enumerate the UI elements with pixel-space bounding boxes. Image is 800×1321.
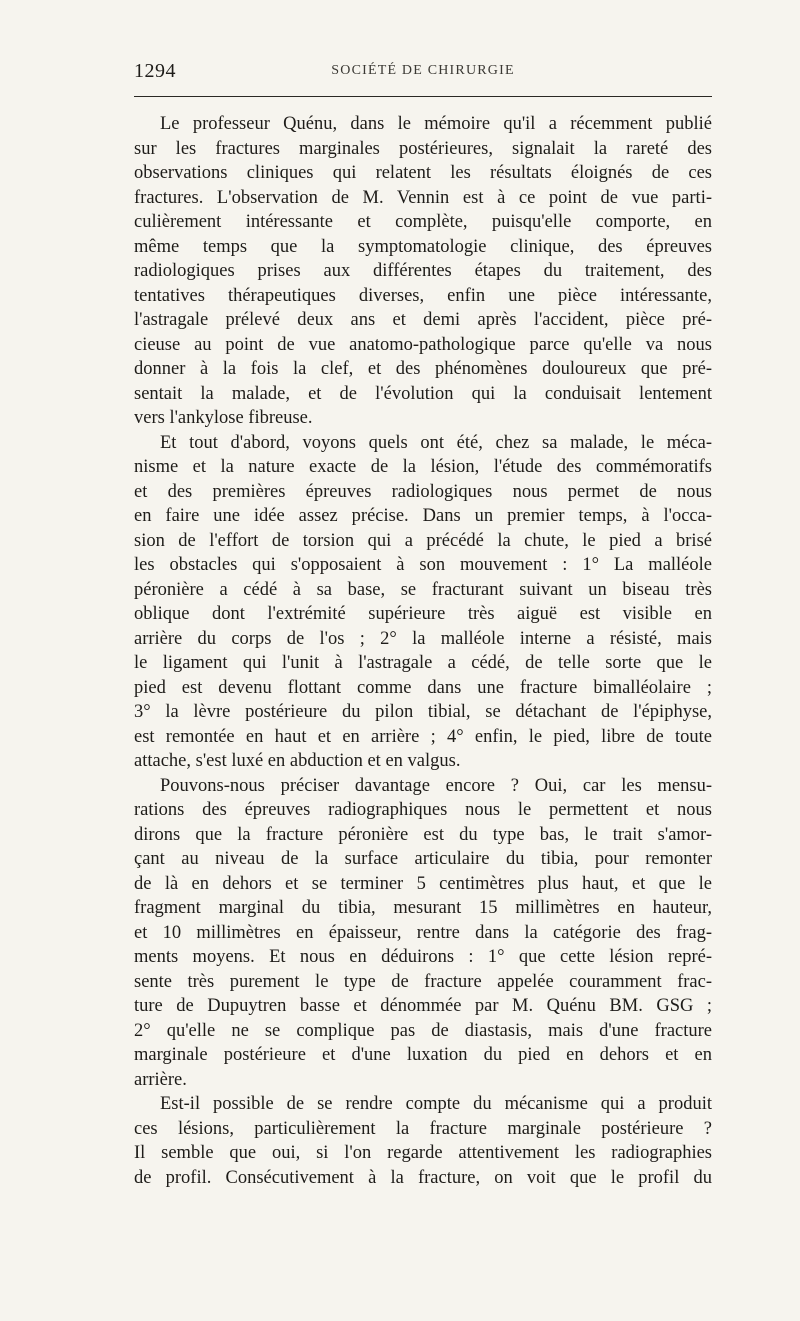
text-line: en faire une idée assez précise. Dans un premier temps, à l'occa- [134,506,712,526]
text-line: est remontée en haut et en arrière ; 4° enfin, le pied, libre de toute [134,726,712,747]
text-line: sentait la malade, et de l'évolution qui la conduisait lentement [134,383,712,404]
text-line: rations des épreuves radiographiques nous le permettent et nous [134,800,712,820]
text-line: les obstacles qui s'opposaient à son mouvement : 1° La malléole [134,555,712,575]
text-line: Est-il possible de se rendre compte du mécanisme qui a produit [160,1094,712,1114]
text-line: arrière. [134,1069,187,1090]
text-line: observations cliniques qui relatent les résultats éloignés de ces [134,163,712,183]
header-rule [134,96,712,97]
text-line: 3° la lèvre postérieure du pilon tibial, se détachant de l'épiphyse, [134,702,712,722]
page-number: 1294 [134,60,176,82]
text-line: arrière du corps de l'os ; 2° la malléole interne a résisté, mais [134,628,712,649]
paragraph [134,774,712,1093]
text-line: ces lésions, particulièrement la fracture marginale postérieure ? [134,1118,712,1139]
running-title: SOCIÉTÉ DE CHIRURGIE [331,63,515,78]
text-line: sente très purement le type de fracture appelée couramment frac- [134,971,712,992]
page-header [134,56,712,88]
text-line: cieuse au point de vue anatomo-pathologique parce qu'elle va nous [134,334,712,355]
text-line: le ligament qui l'unit à l'astragale a cédé, de telle sorte que le [134,653,712,673]
text-line: sur les fractures marginales postérieures, signalait la rareté des [134,138,712,159]
text-line: donner à la fois la clef, et des phénomènes douloureux que pré- [134,359,712,379]
text-line: et 10 millimètres en épaisseur, rentre dans la catégorie des frag- [134,922,712,943]
text-line: même temps que la symptomatologie clinique, des épreuves [134,236,712,257]
text-line: radiologiques prises aux différentes étapes du traitement, des [134,261,712,281]
text-line: 2° qu'elle ne se complique pas de diastasis, mais d'une fracture [134,1020,712,1041]
text-line: péronière a cédé à sa base, se fracturant suivant un biseau très [134,579,712,600]
text-line: çant au niveau de la surface articulaire du tibia, pour remonter [134,849,712,869]
text-line: et des premières épreuves radiologiques nous permet de nous [134,481,712,502]
text-line: marginale postérieure et d'une luxation du pied en dehors et en [134,1045,712,1065]
text-line: Et tout d'abord, voyons quels ont été, chez sa malade, le méca- [160,432,712,453]
text-line: ture de Dupuytren basse et dénommée par M. Quénu BM. GSG ; [134,996,712,1016]
paragraph [134,1092,712,1190]
text-line: oblique dont l'extrémité supérieure très aiguë est visible en [134,604,712,624]
text-line: de là en dehors et se terminer 5 centimètres plus haut, et que le [134,873,712,894]
body-text [134,112,712,1190]
text-line: culièrement intéressante et complète, puisqu'elle comporte, en [134,212,712,232]
text-line: dirons que la fracture péronière est du type bas, le trait s'amor- [134,824,712,845]
text-line: sion de l'effort de torsion qui a précédé la chute, le pied a brisé [134,530,712,551]
text-line: Le professeur Quénu, dans le mémoire qu'il a récemment publié [160,114,712,134]
text-line: pied est devenu flottant comme dans une fracture bimalléolaire ; [134,677,712,698]
text-line: ments moyens. Et nous en déduirons : 1° que cette lésion repré- [134,947,712,967]
text-line: tentatives thérapeutiques diverses, enfin une pièce intéressante, [134,285,712,306]
text-line: vers l'ankylose fibreuse. [134,408,313,428]
text-line: nisme et la nature exacte de la lésion, l'étude des commémoratifs [134,457,712,477]
text-line: Pouvons-nous préciser davantage encore ? Oui, car les mensu- [160,775,712,796]
paragraph [134,112,712,431]
text-line: de profil. Consécutivement à la fracture, on voit que le profil du [134,1167,712,1188]
text-line: l'astragale prélevé deux ans et demi après l'accident, pièce pré- [134,310,712,330]
text-line: fragment marginal du tibia, mesurant 15 millimètres en hauteur, [134,898,712,918]
text-line: attache, s'est luxé en abduction et en valgus. [134,751,461,771]
text-line: Il semble que oui, si l'on regarde attentivement les radiographies [134,1143,712,1163]
text-line: fractures. L'observation de M. Vennin est à ce point de vue parti- [134,187,712,208]
paragraph [134,431,712,774]
